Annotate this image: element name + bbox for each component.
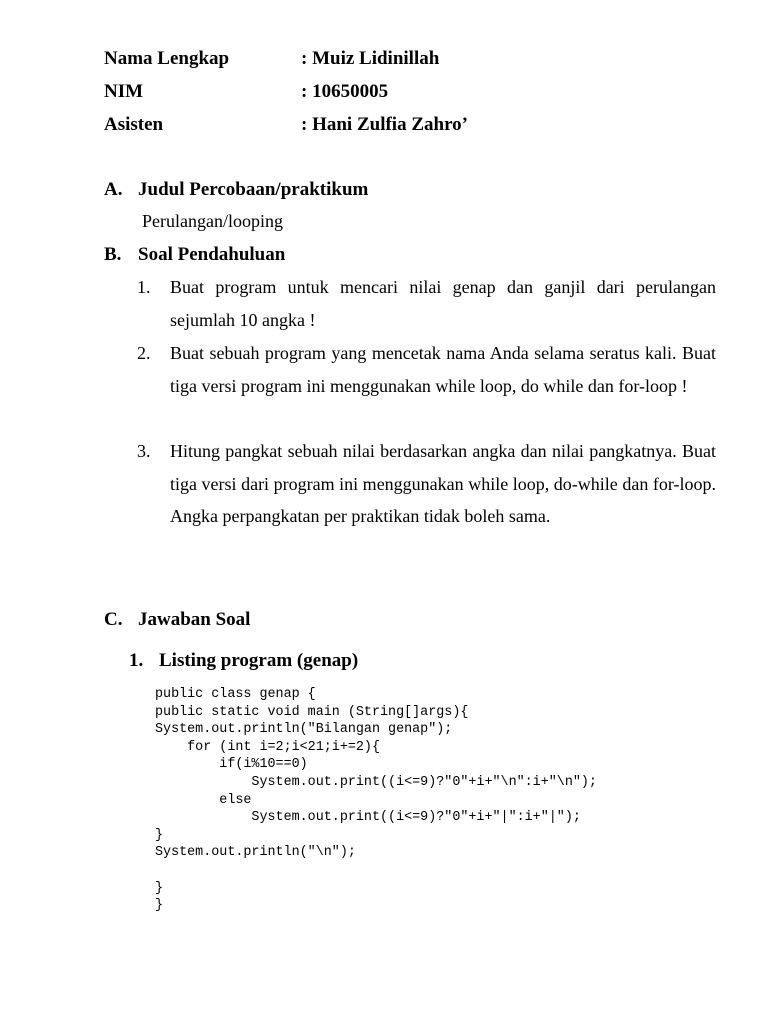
section-title: Jawaban Soal bbox=[138, 609, 251, 630]
question-text: Buat program untuk mencari nilai genap dan ganjil dari perulangan sejumlah 10 angka ! bbox=[170, 277, 716, 330]
section-a-content: Perulangan/looping bbox=[142, 211, 283, 231]
identity-label: NIM bbox=[104, 81, 144, 102]
question-number: 1. bbox=[137, 277, 151, 297]
code-listing: public class genap { public static void main (String[]args){ System.out.println("Bilangan genap"); for (int i=2;i<21;i+=2){ if(i%10==0) System.out.print((i<=9)?"0"+i+"\n":i+"\n"); else System.out.print((i<=9)?"0"+i+"|":i+"|"); } System.out.println("\n"); } } bbox=[155, 687, 597, 914]
section-title: Soal Pendahuluan bbox=[138, 244, 286, 265]
question-text: Hitung pangkat sebuah nilai berdasarkan angka dan nilai pangkatnya. Buat tiga versi dari program ini menggunakan while loop, do-while dan for-loop. Angka perpangkatan per praktikan tidak boleh sama. bbox=[170, 441, 716, 526]
section-marker: A. bbox=[104, 179, 123, 200]
identity-label: Asisten bbox=[104, 114, 164, 135]
question-text: Buat sebuah program yang mencetak nama Anda selama seratus kali. Buat tiga versi program ini menggunakan while loop, do while dan for-loop ! bbox=[170, 343, 716, 396]
identity-value: : Hani Zulfia Zahro’ bbox=[301, 114, 468, 135]
identity-label: Nama Lengkap bbox=[104, 48, 230, 69]
listing-title: Listing program (genap) bbox=[159, 650, 359, 671]
identity-value: : Muiz Lidinillah bbox=[301, 48, 440, 69]
section-marker: C. bbox=[104, 609, 123, 630]
question-number: 3. bbox=[137, 441, 151, 461]
listing-number: 1. bbox=[129, 650, 144, 671]
identity-value: : 10650005 bbox=[301, 81, 389, 102]
question-number: 2. bbox=[137, 343, 151, 363]
section-title: Judul Percobaan/praktikum bbox=[138, 179, 369, 200]
section-marker: B. bbox=[104, 244, 122, 265]
